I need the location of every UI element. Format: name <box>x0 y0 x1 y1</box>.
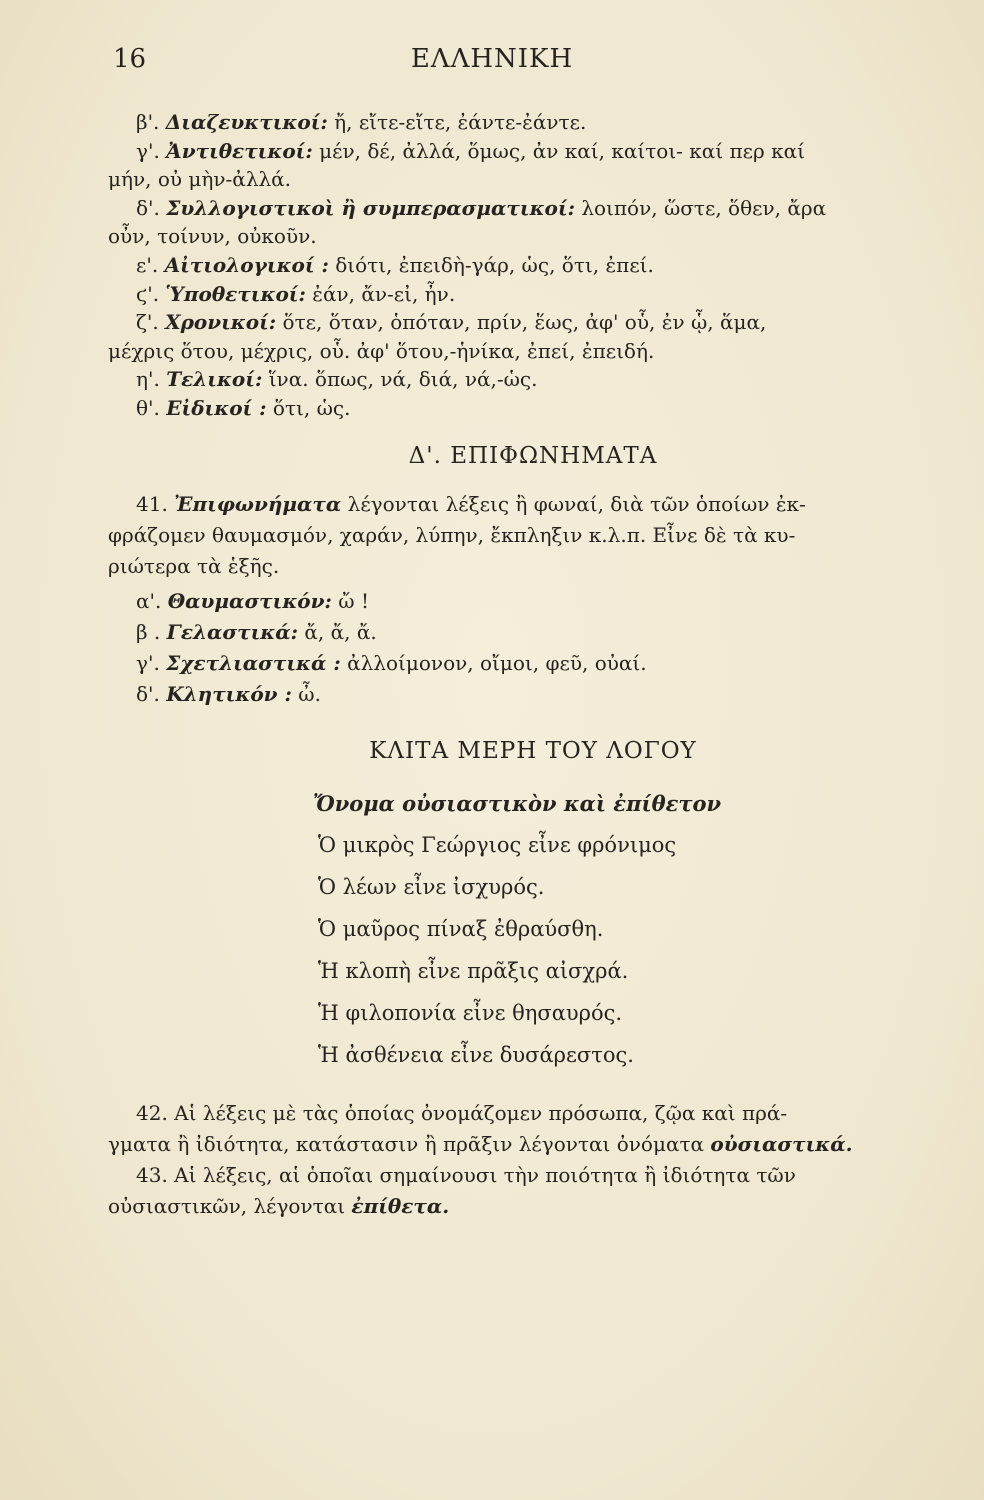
conjunction-line: ε'. Αἰτιολογικοί : διότι, ἐπειδὴ-γάρ, ὡς, ὅτι, ἐπεί. <box>136 252 654 277</box>
conjunction-list <box>108 108 958 423</box>
running-head: ΕΛΛΗΝΙΚΗ <box>410 44 574 74</box>
interjection-item: β . Γελαστικά: ἄ, ἄ, ἄ. <box>136 619 377 644</box>
example-sentence: Ὁ μικρὸς Γεώργιος εἶνε φρόνιμος <box>318 832 677 857</box>
paragraph-line: 41. Ἐπιφωνήματα λέγονται λέξεις ἢ φωναί, διὰ τῶν ὁποίων ἐκ- <box>136 491 806 516</box>
example-sentence: Ἡ φιλοπονία εἶνε θησαυρός. <box>318 1000 623 1025</box>
conjunction-line: ϛ'. Ὑποθετικοί: ἐάν, ἄν-εἰ, ἦν. <box>136 281 456 306</box>
conjunction-line: θ'. Εἰδικοί : ὅτι, ὡς. <box>136 395 351 420</box>
page-number: 16 <box>113 44 147 74</box>
conjunction-line: η'. Τελικοί: ἵνα. ὅπως, νά, διά, νά,-ὡς. <box>136 367 538 392</box>
page-body <box>108 108 958 1222</box>
subheading-noun-adjective: Ὄνομα οὐσιαστικὸν καὶ ἐπίθετον <box>313 790 722 816</box>
paragraph-42 <box>108 1098 958 1160</box>
conjunction-line: οὖν, τοίνυν, οὐκοῦν. <box>108 224 317 249</box>
interjection-item: δ'. Κλητικόν : ὦ. <box>136 681 321 706</box>
paragraph-line: ριώτερα τὰ ἑξῆς. <box>108 553 280 578</box>
paragraph-line: 42. Αἱ λέξεις μὲ τὰς ὁποίας ὀνομάζομεν πρόσωπα, ζῷα καὶ πρά- <box>136 1100 788 1125</box>
interjection-list <box>108 586 958 710</box>
paragraph-41 <box>108 489 958 582</box>
interjection-item: α'. Θαυμαστικόν: ὤ ! <box>136 588 369 613</box>
paragraph-line: 43. Αἱ λέξεις, αἱ ὁποῖαι σημαίνουσι τὴν ποιότητα ἢ ἰδιότητα τῶν <box>136 1162 796 1187</box>
example-sentence: Ὁ μαῦρος πίναξ ἐθραύσθη. <box>318 916 604 941</box>
example-sentence: Ἡ κλοπὴ εἶνε πρᾶξις αἰσχρά. <box>318 958 629 983</box>
conjunction-line: μέχρις ὅτου, μέχρις, οὗ. ἀφ' ὅτου,-ἡνίκα, ἐπεί, ἐπειδή. <box>108 338 655 363</box>
interjection-item: γ'. Σχετλιαστικά : ἀλλοίμονον, οἴμοι, φεῦ, οὐαί. <box>136 650 647 675</box>
section-heading-interjections: Δ'. ΕΠΙΦΩΝΗΜΑΤΑ <box>408 442 658 469</box>
paragraph-43 <box>108 1160 958 1222</box>
conjunction-line: δ'. Συλλογιστικοὶ ἢ συμπερασματικοί: λοιπόν, ὥστε, ὅθεν, ἄρα <box>136 195 827 220</box>
paragraph-line: γματα ἢ ἰδιότητα, κατάστασιν ἢ πρᾶξιν λέγονται ὀνόματα οὐσιαστικά. <box>108 1131 853 1156</box>
conjunction-line: γ'. Ἀντιθετικοί: μέν, δέ, ἀλλά, ὅμως, ἀν καί, καίτοι- καί περ καί <box>136 138 805 163</box>
conjunction-line: ζ'. Χρονικοί: ὅτε, ὅταν, ὁπόταν, πρίν, ἕως, ἀφ' οὗ, ἐν ᾧ, ἅμα, <box>136 310 767 335</box>
conjunction-line: μήν, οὐ μὴν-ἀλλά. <box>108 167 292 192</box>
page-header <box>0 40 984 80</box>
section-heading-declinable: ΚΛΙΤΑ ΜΕΡΗ ΤΟΥ ΛΟΓΟΥ <box>369 737 697 764</box>
example-sentence: Ἡ ἀσθένεια εἶνε δυσάρεστος. <box>318 1042 634 1067</box>
conjunction-line: β'. Διαζευκτικοί: ἤ, εἴτε-εἴτε, ἐάντε-ἐάντε. <box>136 110 587 134</box>
example-sentences <box>108 824 958 1076</box>
paragraph-line: φράζομεν θαυμασμόν, χαράν, λύπην, ἔκπληξιν κ.λ.π. Εἶνε δὲ τὰ κυ- <box>108 522 796 547</box>
paragraph-line: οὐσιαστικῶν, λέγονται ἐπίθετα. <box>108 1193 450 1218</box>
example-sentence: Ὁ λέων εἶνε ἰσχυρός. <box>318 874 545 899</box>
